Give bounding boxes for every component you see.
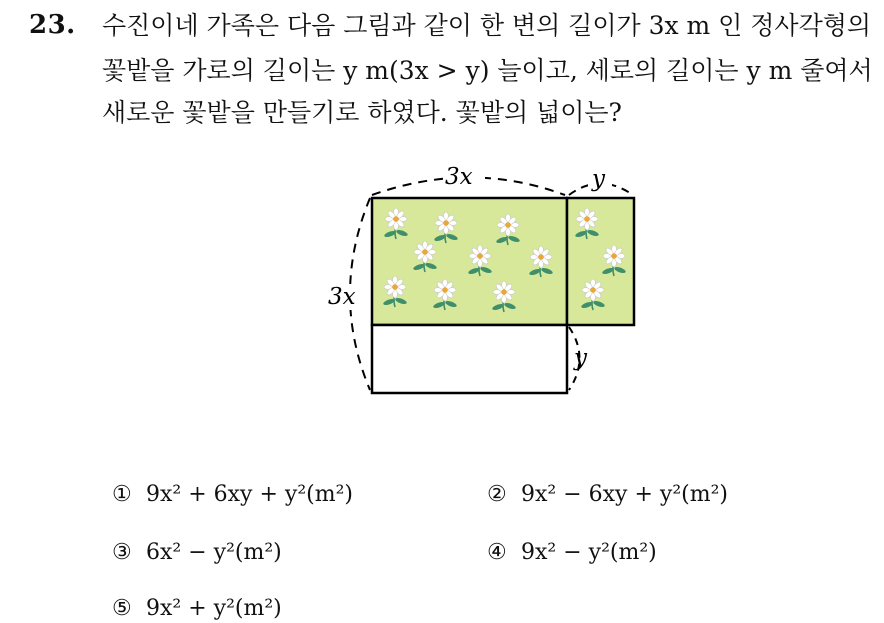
garden-figure: [318, 160, 648, 400]
option-text: 9x² + 6xy + y²(m²): [146, 482, 353, 507]
option-text: 9x² + y²(m²): [146, 596, 282, 621]
option-text: 6x² − y²(m²): [146, 540, 282, 565]
answer-option-3[interactable]: [112, 542, 282, 564]
top-right-length-label: y: [592, 166, 605, 192]
answer-option-5[interactable]: [112, 598, 282, 620]
answer-option-4[interactable]: [487, 542, 657, 564]
question-number: 23.: [29, 10, 76, 40]
left-length-label: 3x: [328, 284, 356, 310]
removed-strip: [372, 325, 567, 393]
answer-option-2[interactable]: [487, 484, 728, 506]
top-length-label: 3x: [445, 164, 473, 190]
answer-option-1[interactable]: [112, 484, 353, 506]
option-mark: ④: [487, 540, 507, 565]
right-bottom-length-label: y: [574, 345, 587, 371]
option-mark: ③: [112, 540, 132, 565]
option-text: 9x² − 6xy + y²(m²): [521, 482, 728, 507]
question-text-line-3: 새로운 꽃밭을 만들기로 하였다. 꽃밭의 넓이는?: [102, 98, 622, 127]
option-mark: ②: [487, 482, 507, 507]
option-text: 9x² − y²(m²): [521, 540, 657, 565]
question-text-line-1: 수진이네 가족은 다음 그림과 같이 한 변의 길이가 3x m 인 정사각형의: [102, 11, 872, 40]
option-mark: ⑤: [112, 596, 132, 621]
question-text-line-2: 꽃밭을 가로의 길이는 y m(3x > y) 늘이고, 세로의 길이는 y m 줄여서: [102, 56, 873, 85]
option-mark: ①: [112, 482, 132, 507]
